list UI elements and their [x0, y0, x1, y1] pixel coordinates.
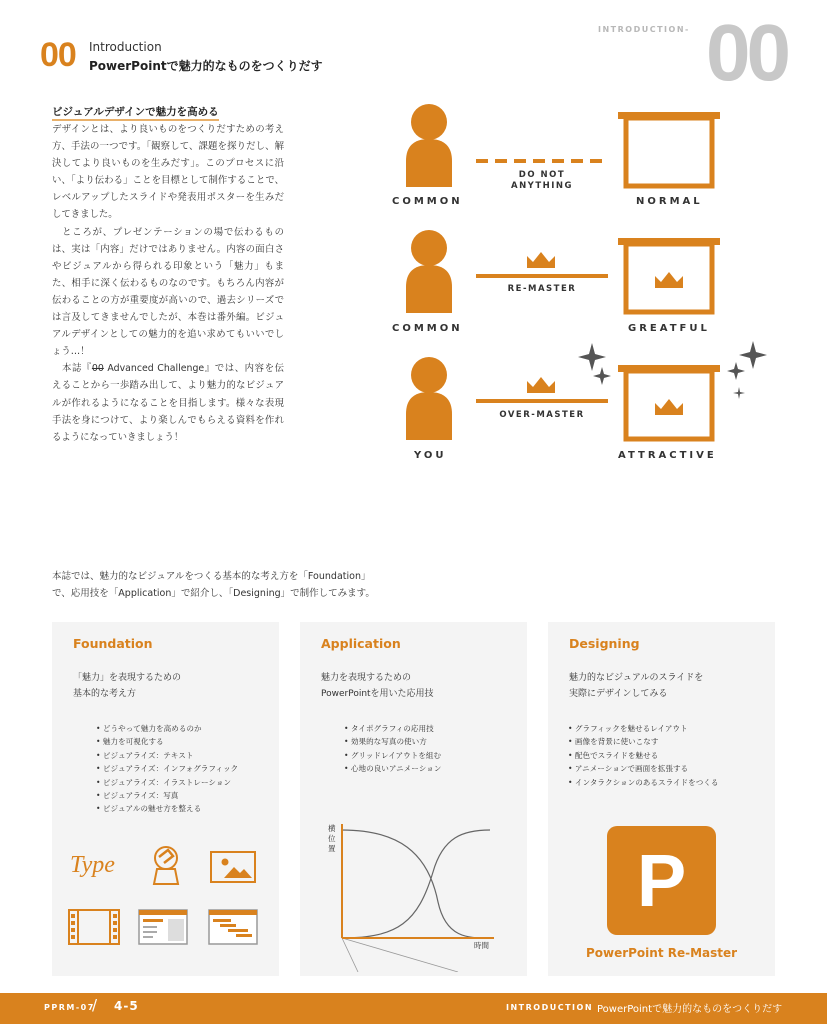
gantt-chart-icon — [208, 909, 258, 945]
card-topic-list — [568, 722, 719, 789]
card-desc-line: 「魅力」を表現するための — [73, 673, 182, 683]
section-number: 00 — [40, 36, 76, 74]
list-item: • 画像を背景に使いこなす — [568, 735, 719, 748]
intro-body — [52, 121, 284, 446]
page-numbers: 4-5 — [114, 999, 139, 1013]
frame-icon-crown — [618, 238, 720, 312]
easing-curve-diagram — [338, 822, 498, 972]
card-description — [73, 670, 181, 702]
card-topic-list — [96, 722, 238, 816]
card-desc-line: PowerPointを用いた応用技 — [321, 689, 434, 699]
person-icon — [406, 104, 452, 187]
list-item: • グラフィックを魅せるレイアウト — [568, 722, 719, 735]
card-designing — [548, 622, 775, 976]
result-label: GREATFUL — [628, 323, 710, 334]
crown-icon — [527, 377, 555, 393]
footer-section: INTRODUCTION — [506, 1003, 594, 1012]
card-desc-line: 魅力的なビジュアルのスライドを — [569, 673, 704, 683]
list-item: • 効果的な写真の使い方 — [344, 735, 441, 748]
frame-icon-attractive — [618, 365, 720, 439]
card-foundation — [52, 622, 279, 976]
card-title: Designing — [569, 636, 640, 651]
crown-icon — [527, 252, 555, 268]
pen-tool-icon — [148, 844, 184, 888]
card-title: Foundation — [73, 636, 153, 651]
list-item: • ビジュアライズ：インフォグラフィック — [96, 762, 238, 775]
list-item: • ビジュアライズ：イラストレーション — [96, 776, 238, 789]
corner-label: INTRODUCTION- — [598, 25, 690, 34]
card-description — [569, 670, 703, 702]
footer-slash: / — [92, 996, 98, 1014]
card-desc-line: 基本的な考え方 — [73, 689, 137, 699]
card-application — [300, 622, 527, 976]
film-strip-icon — [68, 909, 120, 945]
card-topic-list — [344, 722, 441, 776]
intro-p3-strike: 00 — [91, 363, 104, 375]
list-item: • タイポグラフィの応用技 — [344, 722, 441, 735]
image-icon — [210, 851, 256, 883]
list-item: • どうやって魅力を高めるのか — [96, 722, 238, 735]
frame-icon-empty — [618, 112, 720, 186]
x-axis-label: 時間 — [474, 941, 489, 950]
page-title: PowerPointで魅力的なものをつくりだす — [89, 59, 323, 73]
slide-layout-icon — [138, 909, 188, 945]
list-item: • グリッドレイアウトを組む — [344, 749, 441, 762]
corner-number: 00 — [706, 8, 787, 97]
section-label: Introduction — [89, 40, 162, 54]
person-label: YOU — [414, 450, 447, 461]
intro-paragraph-2: ところが、プレゼンテーションの場で伝わるものは、実は「内容」だけではありません。内容の面白さやビジュアルから得られる印象という「魅力」もまた、相手に深く伝わるものなのです。もちろん内容が伝わることの方が重要度が高いので、過去シリーズでは言及してきませんでしたが、本巻は番外編。ビジュアルデザインとしての魅力的を追い求めてもいいでしょう…！ — [52, 226, 284, 358]
powerpoint-logo-icon: P — [607, 826, 716, 935]
result-label: NORMAL — [636, 196, 703, 207]
footer-title: PowerPointで魅力的なものをつくりだす — [597, 1004, 783, 1015]
overview-line-1: 本誌では、魅力的なビジュアルをつくる基本的な考え方を「Foundation」 — [52, 571, 371, 582]
person-label: COMMON — [392, 323, 463, 334]
list-item: • ビジュアライズ：テキスト — [96, 749, 238, 762]
list-item: • 心地の良いアニメーション — [344, 762, 441, 775]
intro-heading: ビジュアルデザインで魅力を高める — [52, 104, 219, 121]
overview-line-2: で、応用技を「Application」で紹介し、「Designing」で制作してみます。 — [52, 588, 375, 599]
card-description — [321, 670, 434, 702]
list-item: • インタラクションのあるスライドをつくる — [568, 776, 719, 789]
intro-p3-b: Advanced Challenge』では、内容を伝えることから一歩踏み出して、より魅力的なビジュアルが作れるようになることを目指します。様々な表現手法を身につけて、より楽しんでもらえる資料を作れるようになっていきましょう！ — [52, 363, 284, 443]
type-word: Type — [70, 852, 115, 878]
logo-caption: PowerPoint Re-Master — [585, 946, 738, 960]
card-desc-line: 魅力を表現するための — [321, 673, 412, 683]
result-label: ATTRACTIVE — [618, 450, 717, 461]
card-desc-line: 実際にデザインしてみる — [569, 689, 668, 699]
y-axis-label: 横位置 — [328, 824, 336, 853]
list-item: • ビジュアルの魅せ方を整える — [96, 802, 238, 815]
card-title: Application — [321, 636, 401, 651]
person-icon — [406, 230, 452, 313]
connector-label: DO NOT ANYTHING — [510, 170, 573, 191]
list-item: • ビジュアライズ：写真 — [96, 789, 238, 802]
person-icon — [406, 357, 452, 440]
intro-p3-a: 本誌『 — [52, 363, 92, 375]
footer-book-code: PPRM-07 — [44, 1003, 95, 1012]
list-item: • 配色でスライドを魅せる — [568, 749, 719, 762]
intro-paragraph-1: デザインとは、より良いものをつくりだすための考え方、手法の一つです。「観察して、課題を探りだし、解決してより良いものを生みだす」。このプロセスに沿い、「より伝わる」ことを目標として制作することで、レベルアップしたスライドや発表用ポスターを生みだしてきました。 — [52, 124, 284, 221]
connector-label: RE-MASTER — [507, 284, 577, 294]
intro-paragraph-3 — [52, 360, 284, 445]
overview-text — [52, 568, 375, 602]
connector-label: OVER-MASTER — [499, 410, 585, 420]
list-item: • アニメーションで画面を拡張する — [568, 762, 719, 775]
list-item: • 魅力を可視化する — [96, 735, 238, 748]
person-label: COMMON — [392, 196, 463, 207]
